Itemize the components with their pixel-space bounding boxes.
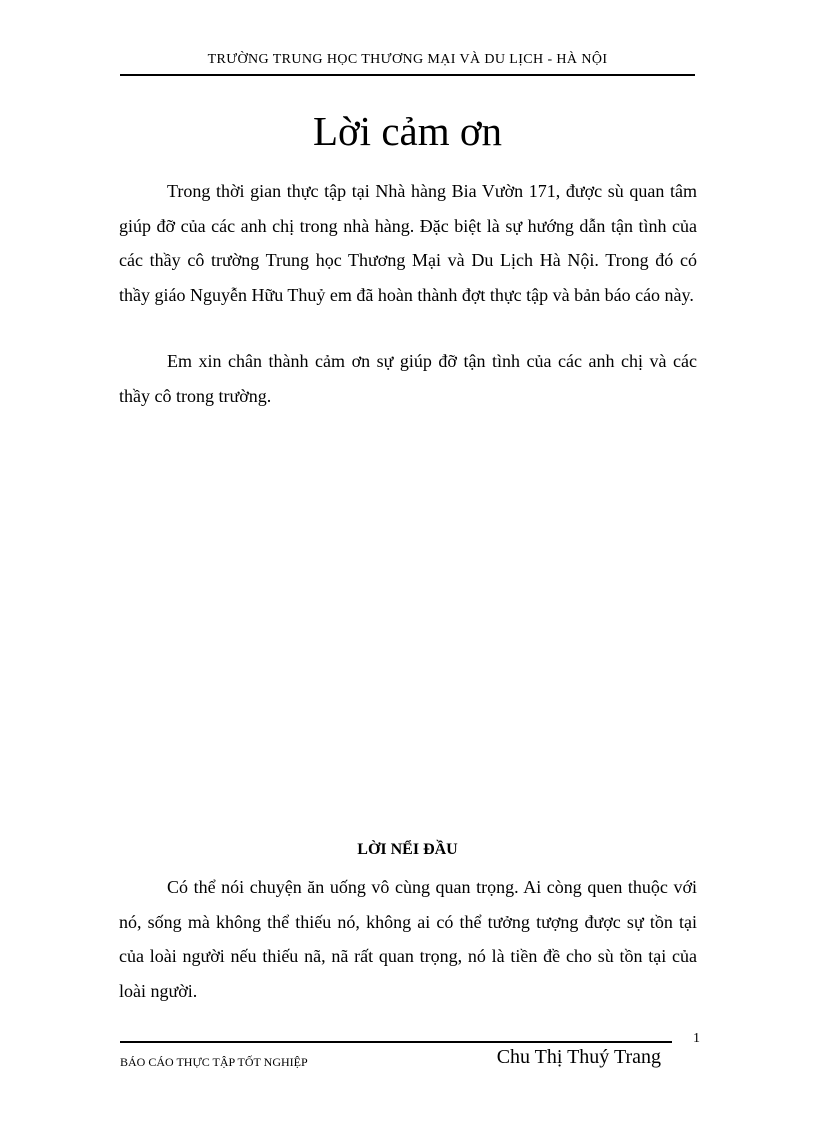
acknowledgement-title: Lời cảm ơn: [312, 108, 503, 154]
introduction-paragraph: Có thể nói chuyện ăn uống vô cùng quan trọng. Ai còng quen thuộc với nó, sống mà không thể thiếu nó, không ai có thể tưởng tượng được sự tồn tại của loài người nếu thiếu nã, nã rất quan trọng, nó là tiền đề cho sù tồn tại của loài người.: [119, 877, 697, 1001]
header-divider: [120, 74, 695, 76]
acknowledgement-paragraph-1: Trong thời gian thực tập tại Nhà hàng Bia Vườn 171, được sù quan tâm giúp đỡ của các anh chị trong nhà hàng. Đặc biệt là sự hướng dẫn tận tình của các thầy cô trường Trung học Thương Mại và Du Lịch Hà Nội. Trong đó có thầy giáo Nguyễn Hữu Thuỷ em đã hoàn thành đợt thực tập và bản báo cáo này.: [119, 181, 697, 305]
footer-report-label: BÁO CÁO THỰC TẬP TỐT NGHIỆP: [120, 1055, 308, 1069]
footer-divider: [120, 1041, 672, 1043]
page-number: 1: [693, 1031, 700, 1046]
introduction-title: LỜI NỂI ĐẦU: [357, 841, 458, 858]
footer-author: Chu Thị Thuý Trang: [496, 1046, 661, 1068]
acknowledgement-paragraph-2: Em xin chân thành cảm ơn sự giúp đỡ tận tình của các anh chị và các thầy cô trong trường.: [119, 351, 697, 406]
page-header: TRƯỜNG TRUNG HỌC THƯƠNG MẠI VÀ DU LỊCH - HÀ NỘI: [207, 52, 608, 67]
